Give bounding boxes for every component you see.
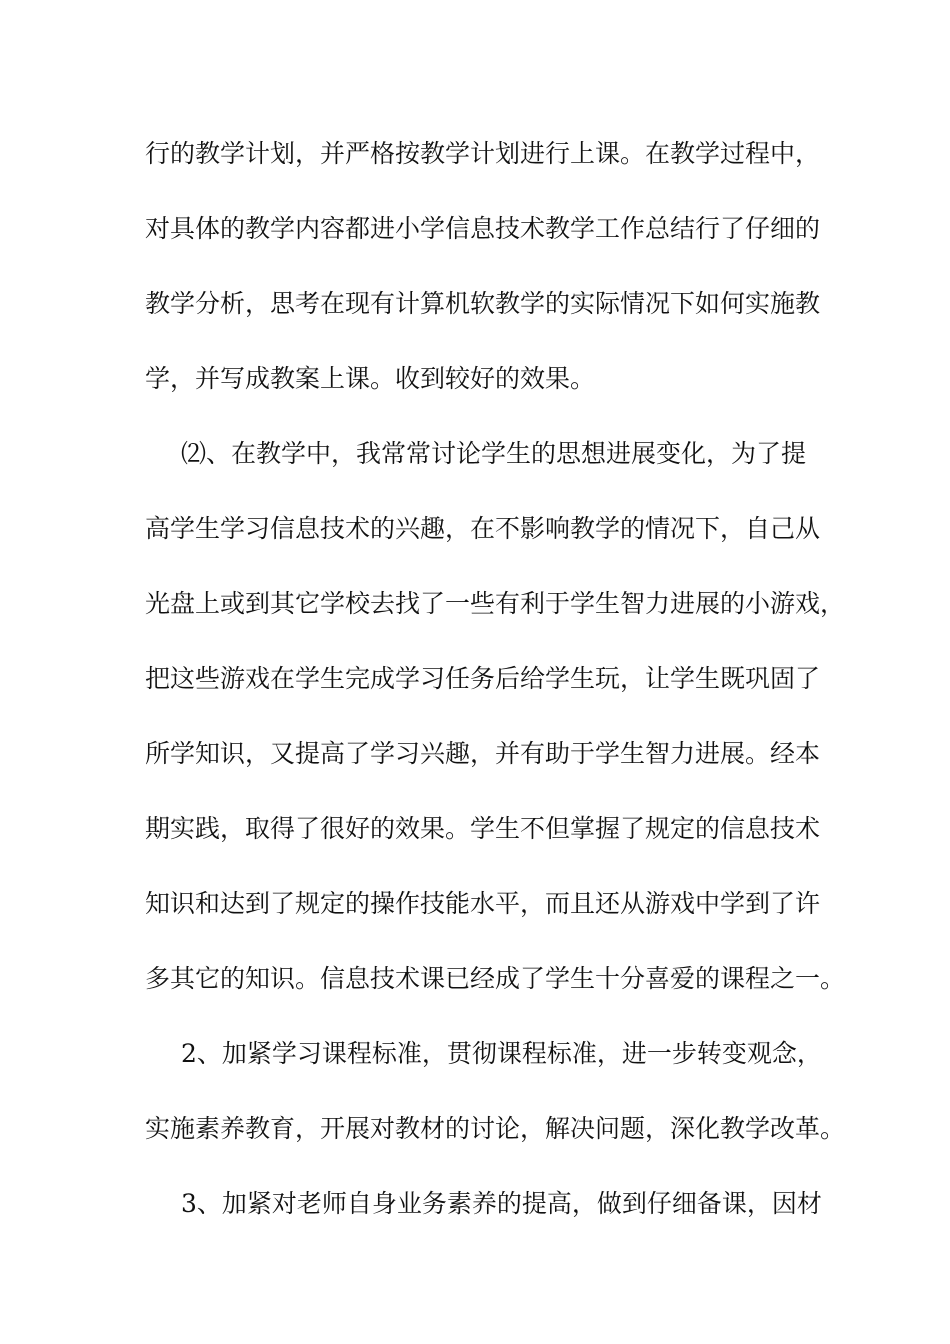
- text-line: 学，并写成教案上课。收到较好的效果。: [145, 364, 596, 393]
- text-line: 教学分析，思考在现有计算机软教学的实际情况下如何实施教: [145, 289, 821, 318]
- paragraph-start-line: 2、加紧学习课程标准，贯彻课程标准，进一步转变观念，: [181, 1039, 822, 1068]
- text-line: 行的教学计划，并严格按教学计划进行上课。在教学过程中，: [145, 139, 821, 168]
- paragraph-start-line: 3、加紧对老师自身业务素养的提高，做到仔细备课，因材: [181, 1189, 822, 1218]
- text-line: 实施素养教育，开展对教材的讨论，解决问题，深化教学改革。: [145, 1114, 846, 1143]
- text-line: 高学生学习信息技术的兴趣，在不影响教学的情况下，自己从: [145, 514, 821, 543]
- text-line: 光盘上或到其它学校去找了一些有利于学生智力进展的小游戏，: [145, 589, 846, 618]
- text-line: 对具体的教学内容都进小学信息技术教学工作总结行了仔细的: [145, 214, 821, 243]
- text-line: 知识和达到了规定的操作技能水平，而且还从游戏中学到了许: [145, 889, 821, 918]
- paragraph-start-line: ⑵、在教学中，我常常讨论学生的思想进展变化，为了提: [181, 439, 807, 468]
- text-line: 多其它的知识。信息技术课已经成了学生十分喜爱的课程之一。: [145, 964, 846, 993]
- text-line: 所学知识，又提高了学习兴趣，并有助于学生智力进展。经本: [145, 739, 821, 768]
- text-line: 期实践，取得了很好的效果。学生不但掌握了规定的信息技术: [145, 814, 821, 843]
- text-line: 把这些游戏在学生完成学习任务后给学生玩，让学生既巩固了: [145, 664, 821, 693]
